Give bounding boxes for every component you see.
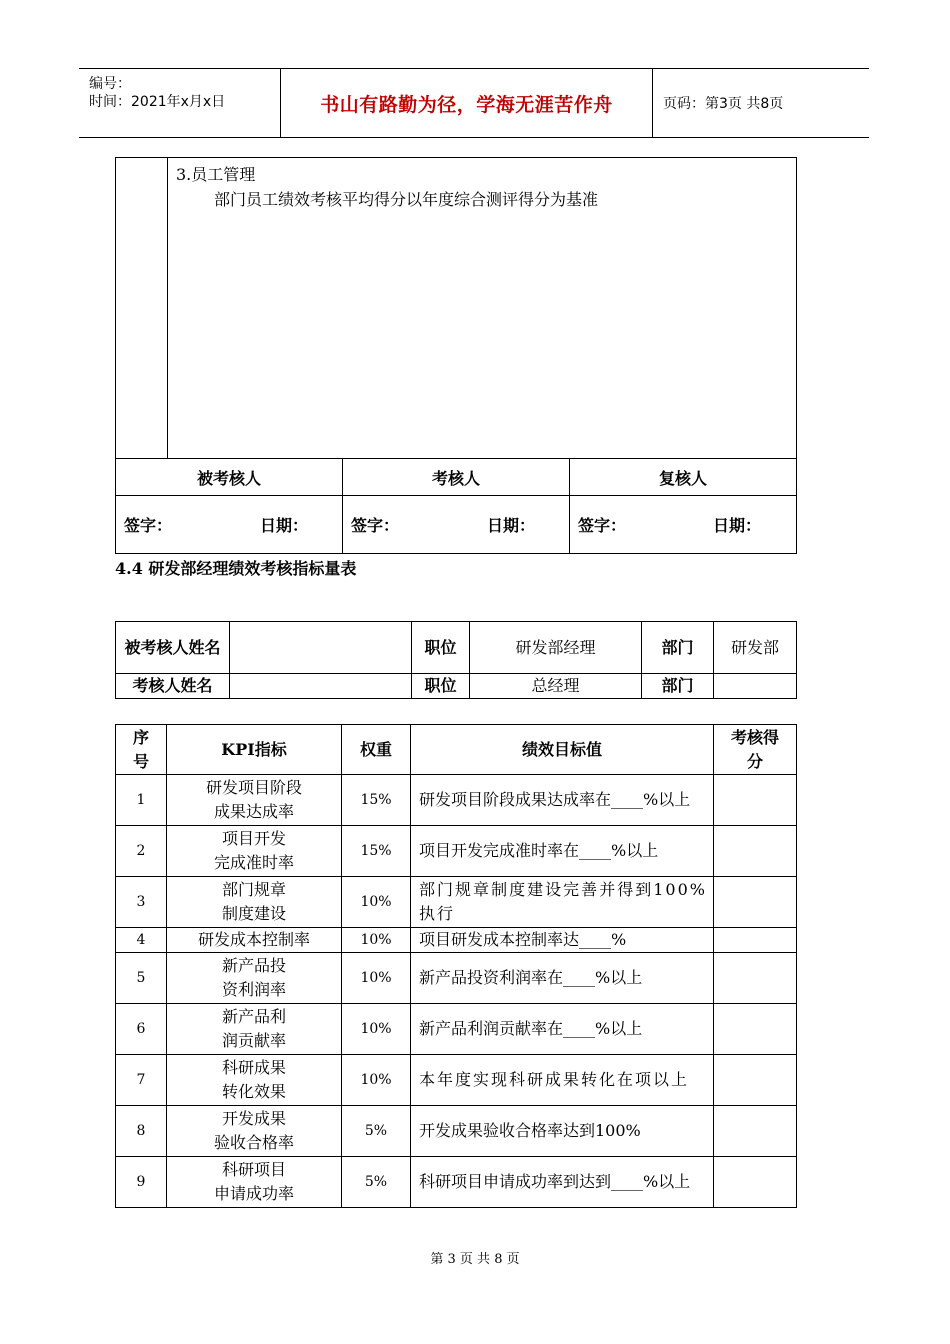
dept-label: 部门 (642, 622, 714, 674)
kpi-weight: 10% (342, 1004, 411, 1055)
table-row (116, 1157, 797, 1208)
position-value: 总经理 (470, 674, 642, 699)
page-footer: 第 3 页 共 8 页 (430, 1252, 520, 1267)
row-no: 8 (116, 1106, 167, 1157)
kpi-name-line2: 完成准时率 (213, 853, 294, 872)
header-no: 序号 (116, 725, 167, 775)
table-row (116, 622, 797, 674)
table-row (116, 1055, 797, 1106)
table-row (116, 928, 797, 953)
sign-label-1: 签字： (124, 516, 173, 535)
table-row (116, 877, 797, 928)
header-page-cell (653, 69, 869, 137)
kpi-score (714, 775, 797, 826)
row-no: 4 (116, 928, 167, 953)
kpi-target: 新产品投资利润率在____%以上 (411, 953, 714, 1004)
table-row (116, 953, 797, 1004)
kpi-target: 本年度实现科研成果转化在项以上 (411, 1055, 714, 1106)
kpi-weight: 5% (342, 1157, 411, 1208)
kpi-name (167, 775, 342, 826)
kpi-name-line1: 研发项目阶段 (205, 778, 302, 797)
row-no: 9 (116, 1157, 167, 1208)
kpi-target: 部门规章制度建设完善并得到100%执行 (411, 877, 714, 928)
kpi-target: 项目研发成本控制率达____% (411, 928, 714, 953)
row-no: 6 (116, 1004, 167, 1055)
kpi-name (167, 1157, 342, 1208)
row-no: 3 (116, 877, 167, 928)
kpi-name (167, 928, 342, 953)
header-score: 考核得分 (714, 725, 797, 775)
header-weight: 权重 (342, 725, 411, 775)
kpi-weight: 10% (342, 928, 411, 953)
kpi-name-line1: 研发成本控制率 (197, 930, 310, 949)
kpi-weight: 5% (342, 1106, 411, 1157)
page-info: 页码：第3页 共8页 (663, 96, 784, 112)
sign-label-3: 签字： (578, 516, 627, 535)
date-label-3: 日期： (713, 516, 762, 535)
kpi-name (167, 1004, 342, 1055)
kpi-target: 新产品利润贡献率在____%以上 (411, 1004, 714, 1055)
header-kpi: KPI指标 (167, 725, 342, 775)
page-header (79, 68, 869, 138)
position-label: 职位 (412, 674, 470, 699)
kpi-name-line2: 资利润率 (221, 980, 286, 999)
kpi-name-line1: 新产品投 (221, 956, 286, 975)
kpi-name (167, 826, 342, 877)
position-label: 职位 (412, 622, 470, 674)
row-no: 5 (116, 953, 167, 1004)
kpi-name (167, 953, 342, 1004)
dept-value (714, 674, 797, 699)
date-label-1: 日期： (260, 516, 309, 535)
kpi-weight: 15% (342, 826, 411, 877)
kpi-weight: 15% (342, 775, 411, 826)
kpi-weight: 10% (342, 1055, 411, 1106)
kpi-name-line2: 申请成功率 (213, 1184, 294, 1203)
assessor-name-label: 考核人姓名 (116, 674, 230, 699)
kpi-score (714, 953, 797, 1004)
row-no: 7 (116, 1055, 167, 1106)
kpi-name-line1: 部门规章 (221, 880, 286, 899)
header-target: 绩效目标值 (411, 725, 714, 775)
table-row (116, 826, 797, 877)
kpi-score (714, 928, 797, 953)
kpi-name-line1: 科研项目 (221, 1160, 286, 1179)
kpi-name-line1: 新产品利 (221, 1007, 286, 1026)
kpi-name-line1: 项目开发 (221, 829, 286, 848)
kpi-name (167, 877, 342, 928)
employee-management-box (115, 157, 797, 554)
kpi-name-line1: 开发成果 (221, 1109, 286, 1128)
role-assessee: 被考核人 (196, 468, 261, 488)
table-row (116, 1106, 797, 1157)
kpi-target: 项目开发完成准时率在____%以上 (411, 826, 714, 877)
time-label: 时间：2021年x月x日 (89, 94, 226, 110)
motto: 书山有路勤为径，学海无涯苦作舟 (320, 93, 613, 116)
assessee-name-value (230, 622, 412, 674)
divider (167, 158, 168, 458)
kpi-score (714, 1004, 797, 1055)
kpi-target: 科研项目申请成功率到达到____%以上 (411, 1157, 714, 1208)
item-title: 3.员工管理 (176, 165, 256, 184)
item-text: 部门员工绩效考核平均得分以年度综合测评得分为基准 (214, 190, 599, 209)
dept-value: 研发部 (714, 622, 797, 674)
kpi-target: 研发项目阶段成果达成率在____%以上 (411, 775, 714, 826)
section-title: 4.4 研发部经理绩效考核指标量表 (115, 559, 357, 578)
assessee-info-table (115, 621, 797, 699)
table-row (116, 775, 797, 826)
role-reviewer: 复核人 (658, 468, 707, 488)
assessor-name-value (230, 674, 412, 699)
kpi-name-line2: 成果达成率 (213, 802, 294, 821)
kpi-name-line1: 科研成果 (221, 1058, 286, 1077)
kpi-name-line2: 润贡献率 (221, 1031, 286, 1050)
kpi-score (714, 1055, 797, 1106)
table-row (116, 1004, 797, 1055)
kpi-name (167, 1106, 342, 1157)
kpi-score (714, 877, 797, 928)
table-header-row (116, 725, 797, 775)
kpi-weight: 10% (342, 953, 411, 1004)
kpi-score (714, 1157, 797, 1208)
kpi-score (714, 826, 797, 877)
dept-label: 部门 (642, 674, 714, 699)
assessee-name-label: 被考核人姓名 (116, 622, 230, 674)
header-meta (79, 69, 281, 137)
code-label: 编号： (89, 76, 131, 92)
row-no: 1 (116, 775, 167, 826)
kpi-name-line2: 转化效果 (221, 1082, 286, 1101)
kpi-name (167, 1055, 342, 1106)
divider (116, 495, 796, 496)
kpi-name-line2: 验收合格率 (213, 1133, 294, 1152)
role-assessor: 考核人 (431, 468, 480, 488)
kpi-weight: 10% (342, 877, 411, 928)
kpi-table (115, 724, 797, 1208)
table-row (116, 674, 797, 699)
sign-label-2: 签字： (351, 516, 400, 535)
kpi-name-line2: 制度建设 (221, 904, 286, 923)
header-motto-cell (281, 69, 653, 137)
row-no: 2 (116, 826, 167, 877)
kpi-target: 开发成果验收合格率达到100% (411, 1106, 714, 1157)
position-value: 研发部经理 (470, 622, 642, 674)
date-label-2: 日期： (487, 516, 536, 535)
kpi-score (714, 1106, 797, 1157)
